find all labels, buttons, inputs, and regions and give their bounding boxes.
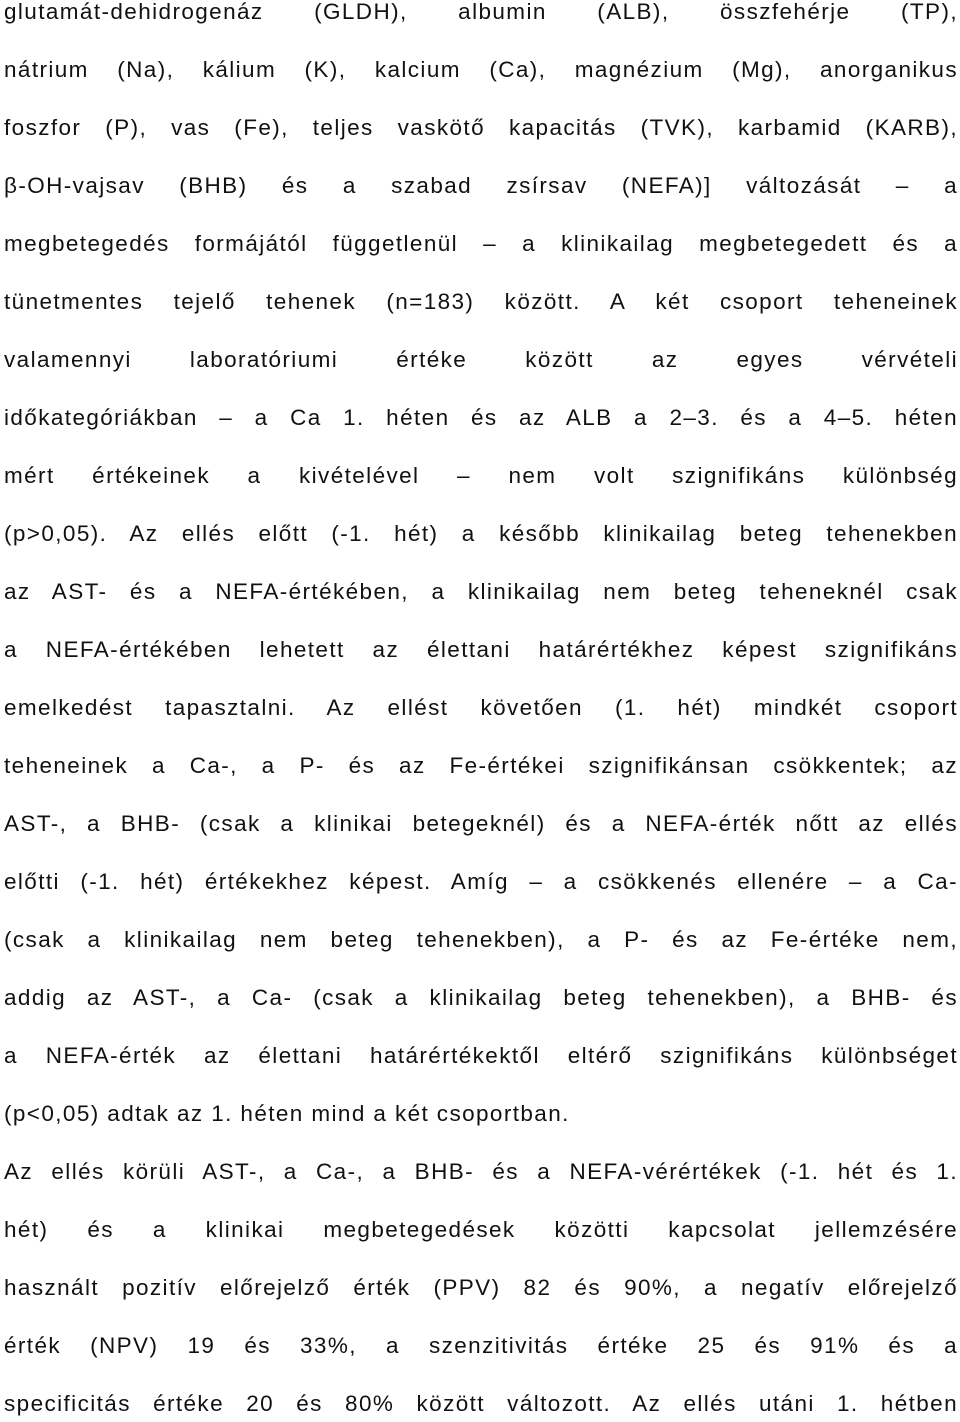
text-line: (p<0,05) adtak az 1. héten mind a két csoportban. [4, 1101, 570, 1126]
text-line: (p>0,05). Az ellés előtt (-1. hét) a később klinikailag beteg tehenekben [4, 521, 958, 546]
text-line: előtti (-1. hét) értékekhez képest. Amíg – a csökkenés ellenére – a Ca- [4, 869, 958, 894]
text-line: Az ellés körüli AST-, a Ca-, a BHB- és a NEFA-vérértékek (-1. hét és 1. [4, 1159, 958, 1184]
text-line: megbetegedés formájától függetlenül – a klinikailag megbetegedett és a [4, 231, 958, 256]
text-line: érték (NPV) 19 és 33%, a szenzitivitás értéke 25 és 91% és a [4, 1333, 958, 1358]
text-line: tünetmentes tejelő tehenek (n=183) között. A két csoport teheneinek [4, 289, 958, 314]
text-line: az AST- és a NEFA-értékében, a klinikailag nem beteg teheneknél csak [4, 579, 958, 604]
text-line: glutamát-dehidrogenáz (GLDH), albumin (ALB), összfehérje (TP), [4, 0, 958, 24]
text-line: AST-, a BHB- (csak a klinikai betegeknél) és a NEFA-érték nőtt az ellés [4, 811, 958, 836]
text-line: emelkedést tapasztalni. Az ellést követően (1. hét) mindkét csoport [4, 695, 958, 720]
text-line: nátrium (Na), kálium (K), kalcium (Ca), magnézium (Mg), anorganikus [4, 57, 958, 82]
document-page [4, 0, 958, 1422]
text-line: a NEFA-értékében lehetett az élettani határértékhez képest szignifikáns [4, 637, 958, 662]
text-line: β-OH-vajsav (BHB) és a szabad zsírsav (NEFA)] változását – a [4, 173, 958, 198]
text-line: specificitás értéke 20 és 80% között változott. Az ellés utáni 1. hétben [4, 1391, 958, 1416]
text-line: a NEFA-érték az élettani határértékektől eltérő szignifikáns különbséget [4, 1043, 958, 1068]
text-line: hét) és a klinikai megbetegedések közötti kapcsolat jellemzésére [4, 1217, 958, 1242]
text-line: foszfor (P), vas (Fe), teljes vaskötő kapacitás (TVK), karbamid (KARB), [4, 115, 958, 140]
text-line: valamennyi laboratóriumi értéke között az egyes vérvételi [4, 347, 958, 372]
text-line: használt pozitív előrejelző érték (PPV) 82 és 90%, a negatív előrejelző [4, 1275, 958, 1300]
text-line: addig az AST-, a Ca- (csak a klinikailag beteg tehenekben), a BHB- és [4, 985, 958, 1010]
text-line: (csak a klinikailag nem beteg tehenekben), a P- és az Fe-értéke nem, [4, 927, 958, 952]
text-line: mért értékeinek a kivételével – nem volt szignifikáns különbség [4, 463, 958, 488]
text-line: időkategóriákban – a Ca 1. héten és az ALB a 2–3. és a 4–5. héten [4, 405, 958, 430]
text-line: teheneinek a Ca-, a P- és az Fe-értékei szignifikánsan csökkentek; az [4, 753, 958, 778]
